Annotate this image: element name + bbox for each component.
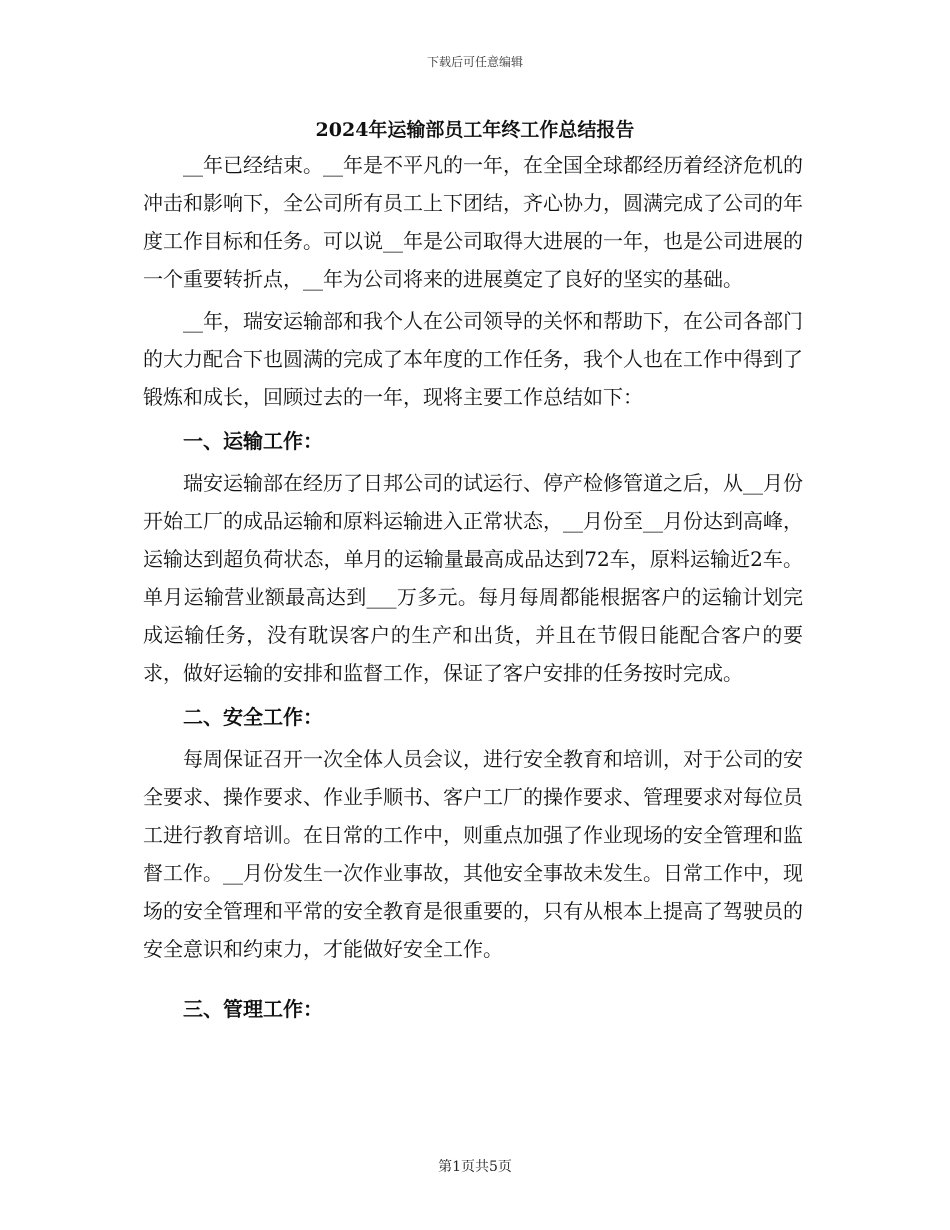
- page-number-footer: 第1页共5页: [438, 1159, 512, 1175]
- intro-paragraph: __年已经结束。__年是不平凡的一年，在全国全球都经历着经济危机的冲击和影响下，全公司所有员工上下团结，齐心协力，圆满完成了公司的年度工作目标和任务。可以说__年是公司取得大进展的一年，也是公司进展的一个重要转折点，__年为公司将来的进展奠定了良好的坚实的基础。: [143, 153, 803, 291]
- section-heading-management: 三、管理工作：: [183, 997, 323, 1021]
- section-heading-transport: 一、运输工作：: [183, 429, 323, 453]
- intro-paragraph: __年，瑞安运输部和我个人在公司领导的关怀和帮助下，在公司各部门的大力配合下也圆满的完成了本年度的工作任务，我个人也在工作中得到了锻炼和成长，回顾过去的一年，现将主要工作总结如下：: [143, 309, 803, 409]
- section-body-transport: 瑞安运输部在经历了日邦公司的试运行、停产检修管道之后，从__月份开始工厂的成品运输和原料运输进入正常状态，__月份至__月份达到高峰，运输达到超负荷状态，单月的运输量最高成品达到72车，原料运输近2车。单月运输营业额最高达到___万多元。每月每周都能根据客户的运输计划完成运输任务，没有耽误客户的生产和出货，并且在节假日能配合客户的要求，做好运输的安排和监督工作，保证了客户安排的任务按时完成。: [143, 471, 803, 685]
- header-note: 下载后可任意编辑: [426, 55, 523, 69]
- document-title: 2024年运输部员工年终工作总结报告: [315, 119, 635, 141]
- section-heading-safety: 二、安全工作：: [183, 705, 323, 729]
- section-body-safety: 每周保证召开一次全体人员会议，进行安全教育和培训，对于公司的安全要求、操作要求、作业手顺书、客户工厂的操作要求、管理要求对每位员工进行教育培训。在日常的工作中，则重点加强了作业现场的安全管理和监督工作。__月份发生一次作业事故，其他安全事故未发生。日常工作中，现场的安全管理和平常的安全教育是很重要的，只有从根本上提高了驾驶员的安全意识和约束力，才能做好安全工作。: [143, 747, 803, 961]
- document-body: [143, 146, 803, 1032]
